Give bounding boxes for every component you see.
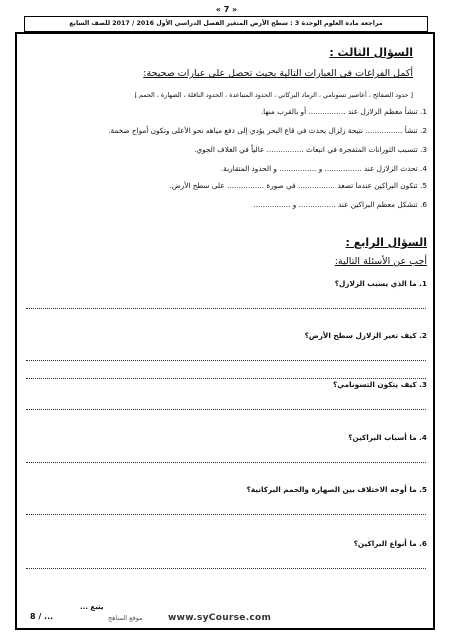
q3-item-6: 6. تتشكل معظم البراكين عند ................ و ................ [253, 200, 427, 209]
q3-instruction: أكمل الفراغات في العبارات التالية بحيث تحصل على عبارات صحيحة: [143, 68, 413, 79]
q3-item-2: 2. تنشأ ................ نتيجة زلزال يحدث في قاع البحر يؤدي إلى دفع مياهه نحو الأعلى وتكون أمواج ضخمة. [108, 126, 427, 135]
answer-line [26, 360, 426, 361]
continued-label: يتبع ... [80, 603, 104, 611]
page-footer-number: 8 / ... [30, 612, 54, 621]
q3-item-1: 1. تنشأ معظم الزلازل عند ................ أو بالقرب منها. [260, 107, 427, 116]
answer-line [26, 514, 426, 515]
q4-question-2: 2. كيف تغير الزلازل سطح الأرض؟ [304, 331, 427, 340]
q4-question-3: 3. كيف يتكون التسونامي؟ [333, 380, 427, 389]
q4-question-1: 1. ما الذي يسبب الزلازل؟ [334, 279, 427, 288]
page-number: « 7 » [215, 5, 238, 14]
answer-line [26, 462, 426, 463]
q3-item-3: 3. تتسبب الثورانات المتفجرة في انبعاث ................ عالياً في الغلاف الجوي. [194, 145, 427, 154]
answer-line [26, 308, 426, 309]
q3-word-bank: [ حدود الصفائح ، أعاصير تسونامي ، الرماد البركاني ، الحدود المتباعدة ، الحدود الناقلة ، الصهارة ، الحمم ] [134, 91, 413, 99]
q4-question-6: 6. ما أنواع البراكين؟ [353, 539, 427, 548]
answer-line [26, 568, 426, 569]
q4-instruction: أجب عن الأسئلة التالية: [334, 256, 427, 267]
page-header: مراجعة مادة العلوم الوحدة 3 : سطح الأرض المتغير الفصل الدراسي الأول 2016 / 2017 للصف السابع [24, 16, 428, 32]
q3-title: السؤال الثالث : [329, 46, 413, 59]
q4-question-5: 5. ما أوجه الاختلاف بين الصهارة والحمم البركانية؟ [246, 485, 427, 494]
q4-question-4: 4. ما أسباب البراكين؟ [348, 433, 427, 442]
answer-line [26, 409, 426, 410]
q3-item-5: 5. تتكون البراكين عندما تصعد ................ في صورة ................ على سطح الأرض. [169, 181, 427, 190]
q4-title: السؤال الرابع : [345, 236, 427, 249]
q3-item-4: 4. تحدث الزلازل عند ................ و ................ و الحدود المتقاربة. [220, 164, 427, 173]
website-name-arabic: موقع المناهج [108, 614, 143, 622]
website-watermark: www.syCourse.com [168, 613, 272, 623]
answer-line [26, 378, 426, 379]
